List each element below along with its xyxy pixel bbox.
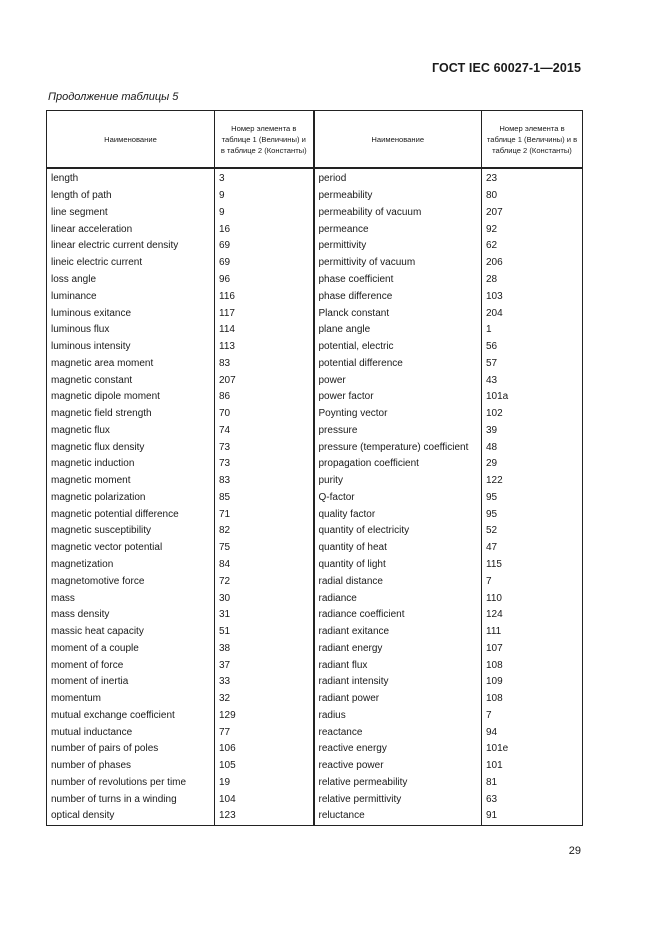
element-number-right: 94 (482, 724, 583, 741)
element-number-right: 63 (482, 791, 583, 808)
element-number-right: 122 (482, 473, 583, 490)
element-number-left: 51 (215, 624, 314, 641)
quantity-name-right: power (314, 372, 482, 389)
quantity-name-left: lineic electric current (47, 255, 215, 272)
quantity-name-left: magnetic flux (47, 422, 215, 439)
column-header-name-right: Наименование (314, 111, 482, 169)
element-number-right: 29 (482, 456, 583, 473)
element-number-right: 108 (482, 657, 583, 674)
quantity-name-right: relative permittivity (314, 791, 482, 808)
table-row (47, 791, 583, 808)
element-number-right: 47 (482, 540, 583, 557)
element-number-right: 91 (482, 808, 583, 825)
element-number-left: 113 (215, 339, 314, 356)
element-number-right: 111 (482, 624, 583, 641)
quantity-name-right: plane angle (314, 322, 482, 339)
table-row (47, 288, 583, 305)
quantity-name-right: radiant flux (314, 657, 482, 674)
quantity-name-left: magnetomotive force (47, 573, 215, 590)
element-number-right: 109 (482, 674, 583, 691)
element-number-right: 207 (482, 205, 583, 222)
element-number-left: 129 (215, 708, 314, 725)
table-row (47, 624, 583, 641)
document-code: ГОСТ IEC 60027-1—2015 (431, 61, 581, 75)
quantity-name-right: permeability (314, 188, 482, 205)
element-number-right: 101e (482, 741, 583, 758)
element-number-left: 38 (215, 640, 314, 657)
element-number-right: 7 (482, 708, 583, 725)
quantity-name-left: loss angle (47, 272, 215, 289)
element-number-left: 73 (215, 439, 314, 456)
element-number-right: 95 (482, 506, 583, 523)
quantity-name-left: magnetization (47, 557, 215, 574)
quantity-name-right: radiant exitance (314, 624, 482, 641)
quantity-name-right: potential, electric (314, 339, 482, 356)
table-row (47, 456, 583, 473)
quantity-name-right: phase coefficient (314, 272, 482, 289)
table-row (47, 305, 583, 322)
quantity-name-right: radiant energy (314, 640, 482, 657)
element-number-left: 86 (215, 389, 314, 406)
table-row (47, 339, 583, 356)
quantity-name-left: moment of a couple (47, 640, 215, 657)
element-number-left: 207 (215, 372, 314, 389)
element-number-right: 110 (482, 590, 583, 607)
element-number-left: 77 (215, 724, 314, 741)
table-row (47, 255, 583, 272)
quantity-name-right: potential difference (314, 355, 482, 372)
quantity-name-left: linear electric current density (47, 238, 215, 255)
table-row (47, 775, 583, 792)
element-number-left: 105 (215, 758, 314, 775)
element-number-left: 71 (215, 506, 314, 523)
element-number-right: 108 (482, 691, 583, 708)
column-header-number-left: Номер элемента в таблице 1 (Величины) и в таблице 2 (Константы) (215, 111, 314, 169)
element-number-left: 82 (215, 523, 314, 540)
element-number-left: 116 (215, 288, 314, 305)
quantity-name-right: radiance coefficient (314, 607, 482, 624)
quantity-name-right: Planck constant (314, 305, 482, 322)
page-number: 29 (568, 845, 581, 857)
element-number-left: 84 (215, 557, 314, 574)
element-number-right: 1 (482, 322, 583, 339)
table-row (47, 188, 583, 205)
table-row (47, 523, 583, 540)
quantity-name-left: line segment (47, 205, 215, 222)
quantity-name-right: permeability of vacuum (314, 205, 482, 222)
element-number-left: 72 (215, 573, 314, 590)
quantity-name-right: radiant power (314, 691, 482, 708)
table-header-row (47, 111, 583, 169)
table-row (47, 540, 583, 557)
table-row (47, 607, 583, 624)
table-row (47, 674, 583, 691)
element-number-left: 31 (215, 607, 314, 624)
element-number-right: 115 (482, 557, 583, 574)
element-number-left: 16 (215, 221, 314, 238)
table-row (47, 238, 583, 255)
element-number-left: 9 (215, 188, 314, 205)
table-body (47, 168, 583, 825)
element-number-left: 19 (215, 775, 314, 792)
element-number-left: 30 (215, 590, 314, 607)
quantity-name-right: radius (314, 708, 482, 725)
quantity-name-left: magnetic polarization (47, 490, 215, 507)
quantity-name-right: quantity of heat (314, 540, 482, 557)
quantity-name-left: magnetic induction (47, 456, 215, 473)
table-row (47, 590, 583, 607)
quantity-name-right: power factor (314, 389, 482, 406)
quantity-name-left: number of revolutions per time (47, 775, 215, 792)
element-number-right: 92 (482, 221, 583, 238)
table-row (47, 372, 583, 389)
quantity-name-left: magnetic potential difference (47, 506, 215, 523)
quantity-name-left: luminance (47, 288, 215, 305)
quantity-name-right: permittivity of vacuum (314, 255, 482, 272)
quantity-name-right: pressure (314, 422, 482, 439)
quantity-name-right: permeance (314, 221, 482, 238)
table-row (47, 422, 583, 439)
quantity-name-left: magnetic vector potential (47, 540, 215, 557)
element-number-right: 103 (482, 288, 583, 305)
table-row (47, 439, 583, 456)
quantity-name-right: Poynting vector (314, 406, 482, 423)
quantity-name-left: magnetic susceptibility (47, 523, 215, 540)
quantity-name-left: moment of inertia (47, 674, 215, 691)
table-row (47, 506, 583, 523)
element-number-left: 32 (215, 691, 314, 708)
table-row (47, 389, 583, 406)
table-row (47, 406, 583, 423)
quantity-name-left: magnetic constant (47, 372, 215, 389)
element-number-right: 124 (482, 607, 583, 624)
quantity-name-left: optical density (47, 808, 215, 825)
element-number-left: 85 (215, 490, 314, 507)
element-number-left: 3 (215, 168, 314, 188)
quantity-name-right: quantity of electricity (314, 523, 482, 540)
quantity-name-right: purity (314, 473, 482, 490)
quantity-name-left: magnetic dipole moment (47, 389, 215, 406)
table-caption: Продолжение таблицы 5 (48, 91, 179, 103)
element-number-right: 7 (482, 573, 583, 590)
table-row (47, 808, 583, 825)
table-row (47, 355, 583, 372)
element-number-left: 70 (215, 406, 314, 423)
quantity-name-right: Q-factor (314, 490, 482, 507)
column-header-name-left: Наименование (47, 111, 215, 169)
table-row (47, 490, 583, 507)
quantity-name-left: mutual exchange coefficient (47, 708, 215, 725)
element-number-left: 69 (215, 238, 314, 255)
quantity-name-left: number of turns in a winding (47, 791, 215, 808)
element-number-left: 75 (215, 540, 314, 557)
element-number-left: 117 (215, 305, 314, 322)
element-number-right: 48 (482, 439, 583, 456)
quantity-name-right: reactance (314, 724, 482, 741)
element-number-right: 43 (482, 372, 583, 389)
element-number-right: 62 (482, 238, 583, 255)
table-row (47, 473, 583, 490)
quantity-name-right: phase difference (314, 288, 482, 305)
table-row (47, 205, 583, 222)
element-number-left: 73 (215, 456, 314, 473)
element-number-left: 37 (215, 657, 314, 674)
element-number-left: 83 (215, 473, 314, 490)
table-row (47, 221, 583, 238)
quantities-table (46, 110, 583, 826)
quantity-name-left: linear acceleration (47, 221, 215, 238)
quantity-name-left: mutual inductance (47, 724, 215, 741)
element-number-right: 23 (482, 168, 583, 188)
quantity-name-left: magnetic field strength (47, 406, 215, 423)
quantity-name-left: luminous intensity (47, 339, 215, 356)
element-number-right: 101a (482, 389, 583, 406)
table-row (47, 168, 583, 188)
element-number-left: 106 (215, 741, 314, 758)
element-number-right: 39 (482, 422, 583, 439)
table-row (47, 691, 583, 708)
element-number-right: 57 (482, 355, 583, 372)
table-row (47, 708, 583, 725)
element-number-left: 96 (215, 272, 314, 289)
quantity-name-right: quantity of light (314, 557, 482, 574)
table-row (47, 272, 583, 289)
quantity-name-left: magnetic moment (47, 473, 215, 490)
quantity-name-left: mass density (47, 607, 215, 624)
table-row (47, 657, 583, 674)
element-number-right: 102 (482, 406, 583, 423)
element-number-left: 74 (215, 422, 314, 439)
element-number-right: 204 (482, 305, 583, 322)
quantity-name-left: moment of force (47, 657, 215, 674)
quantity-name-right: radiant intensity (314, 674, 482, 691)
quantity-name-right: reactive power (314, 758, 482, 775)
element-number-left: 114 (215, 322, 314, 339)
quantity-name-right: period (314, 168, 482, 188)
quantity-name-right: propagation coefficient (314, 456, 482, 473)
element-number-left: 83 (215, 355, 314, 372)
quantity-name-left: number of phases (47, 758, 215, 775)
element-number-left: 104 (215, 791, 314, 808)
table-row (47, 724, 583, 741)
quantity-name-left: magnetic area moment (47, 355, 215, 372)
element-number-right: 206 (482, 255, 583, 272)
quantity-name-right: pressure (temperature) coefficient (314, 439, 482, 456)
element-number-right: 52 (482, 523, 583, 540)
element-number-right: 56 (482, 339, 583, 356)
quantity-name-left: momentum (47, 691, 215, 708)
quantity-name-right: permittivity (314, 238, 482, 255)
quantity-name-right: reluctance (314, 808, 482, 825)
element-number-right: 101 (482, 758, 583, 775)
table-row (47, 573, 583, 590)
element-number-right: 107 (482, 640, 583, 657)
element-number-left: 33 (215, 674, 314, 691)
quantity-name-left: luminous flux (47, 322, 215, 339)
table-row (47, 640, 583, 657)
element-number-left: 69 (215, 255, 314, 272)
quantity-name-left: luminous exitance (47, 305, 215, 322)
element-number-right: 28 (482, 272, 583, 289)
element-number-right: 95 (482, 490, 583, 507)
quantity-name-right: radial distance (314, 573, 482, 590)
element-number-right: 80 (482, 188, 583, 205)
element-number-right: 81 (482, 775, 583, 792)
element-number-left: 123 (215, 808, 314, 825)
quantity-name-right: radiance (314, 590, 482, 607)
quantity-name-left: length (47, 168, 215, 188)
table-row (47, 741, 583, 758)
table-row (47, 322, 583, 339)
quantity-name-right: relative permeability (314, 775, 482, 792)
quantity-name-left: magnetic flux density (47, 439, 215, 456)
column-header-number-right: Номер элемента в таблице 1 (Величины) и в таблице 2 (Константы) (482, 111, 583, 169)
table-row (47, 557, 583, 574)
quantity-name-left: length of path (47, 188, 215, 205)
quantity-name-left: massic heat capacity (47, 624, 215, 641)
table-row (47, 758, 583, 775)
element-number-left: 9 (215, 205, 314, 222)
quantity-name-left: number of pairs of poles (47, 741, 215, 758)
quantity-name-left: mass (47, 590, 215, 607)
quantity-name-right: quality factor (314, 506, 482, 523)
quantity-name-right: reactive energy (314, 741, 482, 758)
